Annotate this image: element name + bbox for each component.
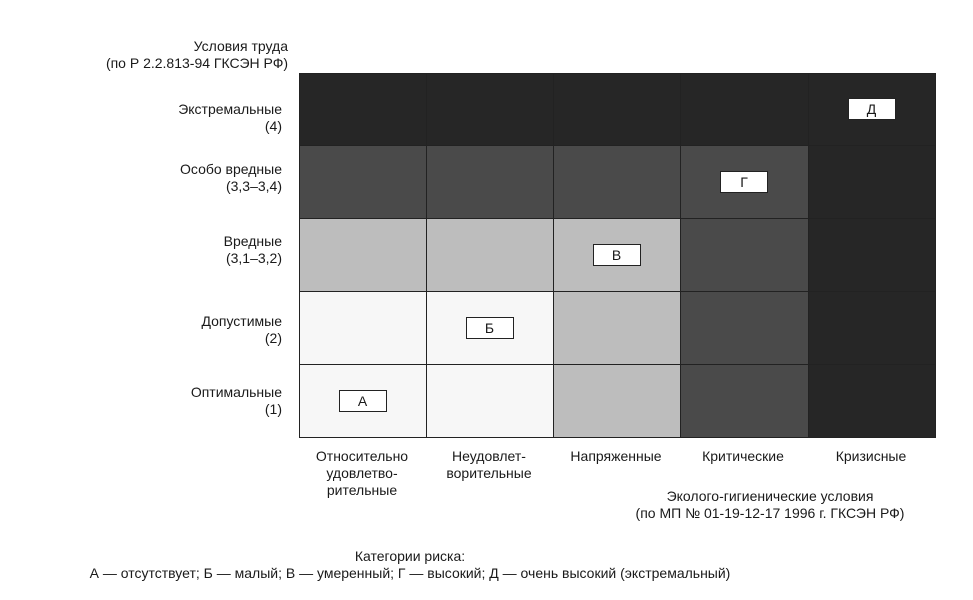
x-category-label-unsatisfactory	[426, 448, 552, 482]
x-axis-title-line: (по МП № 01-19-12-17 1996 г. ГКСЭН РФ)	[635, 505, 905, 521]
risk-category-mark: Д	[848, 98, 896, 120]
level-name: Допустимые	[201, 313, 282, 329]
risk-category-mark: В	[593, 244, 641, 266]
matrix-cell	[808, 364, 936, 438]
matrix-cell	[553, 145, 681, 219]
matrix-cell	[680, 218, 809, 292]
matrix-cell	[426, 145, 554, 219]
matrix-cell	[299, 218, 427, 292]
level-code: (3,3–3,4)	[225, 178, 282, 194]
matrix-cell	[680, 291, 809, 365]
y-axis-title	[20, 38, 288, 72]
y-level-label-harmful	[100, 233, 282, 267]
matrix-cell	[808, 145, 936, 219]
category-line: Относительно	[315, 448, 409, 464]
legend	[20, 548, 800, 582]
level-code: (2)	[264, 330, 282, 346]
x-category-label-tense	[553, 448, 679, 465]
matrix-cell	[299, 73, 427, 146]
y-axis-title-line: Условия труда	[193, 38, 288, 54]
category-line: Напряженные	[570, 448, 662, 464]
matrix-cell	[299, 145, 427, 219]
risk-category-mark: А	[339, 390, 387, 412]
matrix-cell	[426, 364, 554, 438]
y-level-label-extreme	[100, 101, 282, 135]
x-category-label-satisfactory	[299, 448, 425, 499]
category-line: удовлетво-	[326, 465, 398, 481]
y-axis-title-line: (по Р 2.2.813-94 ГКСЭН РФ)	[105, 55, 288, 71]
matrix-cell	[299, 291, 427, 365]
level-code: (3,1–3,2)	[225, 250, 282, 266]
level-name: Вредные	[223, 233, 282, 249]
matrix-cell	[680, 364, 809, 438]
level-code: (4)	[264, 118, 282, 134]
matrix-cell	[808, 291, 936, 365]
legend-title: Категории риска:	[354, 548, 466, 564]
matrix-cell	[553, 291, 681, 365]
matrix-cell	[553, 73, 681, 146]
level-name: Оптимальные	[190, 384, 282, 400]
matrix-cell	[426, 218, 554, 292]
risk-matrix-grid	[299, 73, 935, 437]
x-category-label-crisis	[808, 448, 934, 465]
y-level-label-optimal	[100, 384, 282, 418]
x-category-label-critical	[680, 448, 806, 465]
category-line: Кризисные	[835, 448, 907, 464]
matrix-cell	[553, 364, 681, 438]
level-name: Экстремальные	[178, 101, 282, 117]
category-line: Критические	[702, 448, 784, 464]
matrix-cell	[680, 73, 809, 146]
y-level-label-acceptable	[100, 313, 282, 347]
category-line: ворительные	[446, 465, 532, 481]
x-axis-title	[600, 488, 940, 522]
category-line: рительные	[326, 482, 398, 498]
risk-category-mark: Г	[720, 171, 768, 193]
level-name: Особо вредные	[180, 161, 282, 177]
legend-text: А — отсутствует; Б — малый; В — умеренный; Г — высокий; Д — очень высокий (экстремальный)	[89, 565, 731, 581]
risk-category-mark: Б	[466, 317, 514, 339]
category-line: Неудовлет-	[452, 448, 526, 464]
x-axis-title-line: Эколого-гигиенические условия	[666, 488, 874, 504]
matrix-cell	[426, 73, 554, 146]
level-code: (1)	[264, 401, 282, 417]
y-level-label-especially-harmful	[100, 161, 282, 195]
matrix-cell	[808, 218, 936, 292]
